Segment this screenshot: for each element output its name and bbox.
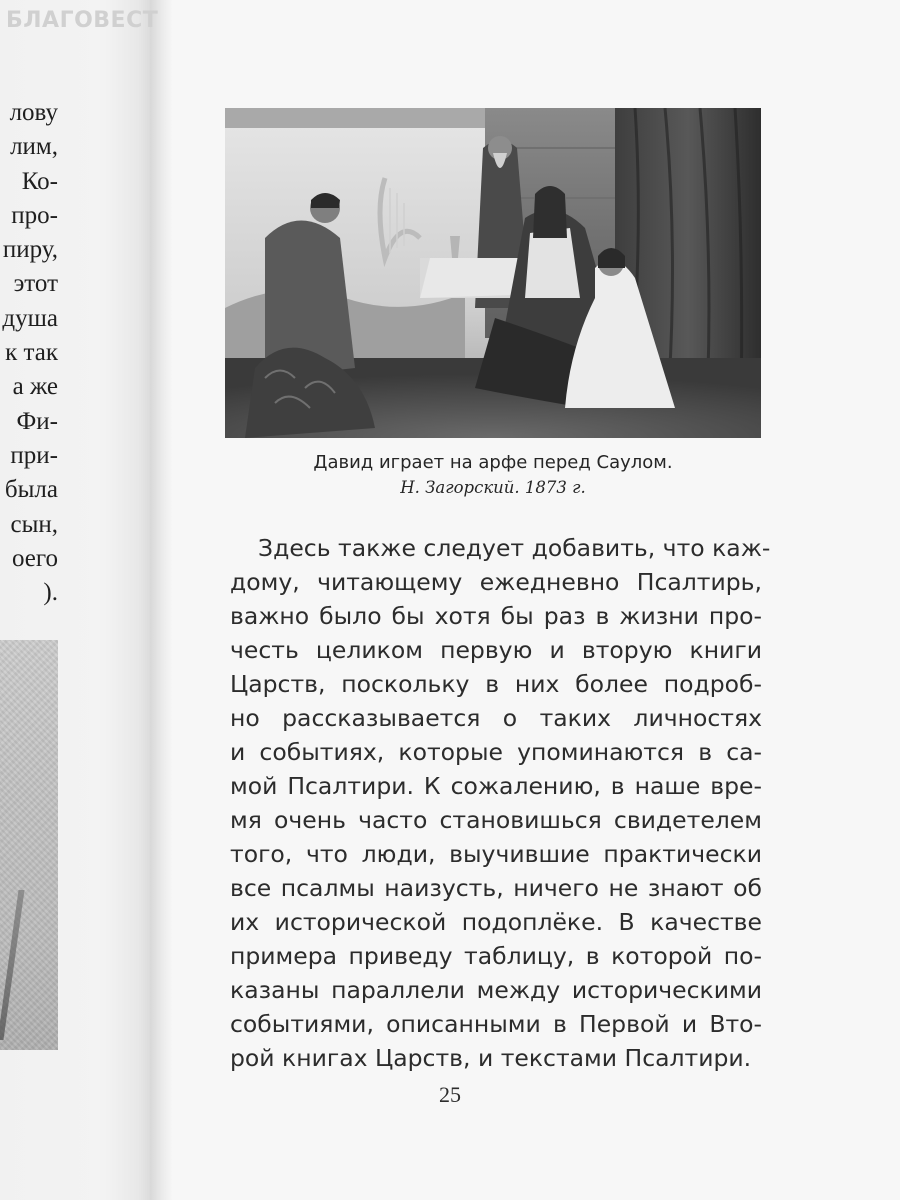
body-line: мой Псалтири. К сожалению, в наше вре-	[230, 772, 762, 800]
left-text-line: этот	[13, 270, 58, 298]
body-line: Здесь также следует добавить, что каж-	[258, 534, 771, 562]
body-line: рой книгах Царств, и текстами Псалтири.	[230, 1044, 752, 1072]
left-text-line: душа	[2, 304, 58, 332]
left-text-line: Ко-	[21, 167, 58, 195]
body-line: все псалмы наизусть, ничего не знают об	[230, 874, 762, 902]
watermark: БЛАГОВЕСТ	[6, 8, 159, 33]
left-page	[0, 0, 150, 1200]
body-paragraph	[230, 531, 771, 1075]
body-line: казаны параллели между историческими	[230, 976, 762, 1004]
left-text-line: сын,	[10, 510, 58, 538]
body-line: примера приведу таблицу, в которой по-	[230, 942, 762, 970]
body-line: но рассказывается о таких личностях	[230, 704, 762, 732]
body-line: их исторической подоплёке. В качестве	[230, 908, 762, 936]
left-text-line: про-	[11, 201, 58, 229]
left-text-line: к так	[5, 339, 58, 367]
left-text-line: пиру,	[2, 236, 58, 264]
body-line: и событиях, которые упоминаются в са-	[230, 738, 762, 766]
body-line: того, что люди, выучившие практически	[230, 840, 762, 868]
left-text-line: лову	[9, 99, 58, 126]
caption-title: Давид играет на арфе перед Саулом.	[313, 452, 673, 473]
left-text-line: была	[4, 476, 58, 504]
left-text-line: Фи-	[16, 407, 58, 435]
body-line: событиями, описанными в Первой и Вто-	[230, 1010, 762, 1038]
left-text-line: ).	[43, 579, 58, 607]
figure-caption	[225, 450, 761, 500]
left-text-line: оего	[11, 544, 58, 572]
caption-credit: Н. Загорский. 1873 г.	[400, 478, 586, 497]
left-text-line: при-	[10, 441, 58, 469]
book-gutter	[150, 0, 172, 1200]
body-line: Царств, поскольку в них более подроб-	[230, 670, 762, 698]
body-line: дому, читающему ежедневно Псалтирь,	[230, 568, 762, 596]
body-line: мя очень часто становишься свидетелем	[230, 806, 762, 834]
left-page-text	[0, 96, 58, 610]
page-number: 25	[439, 1082, 461, 1107]
left-text-line: лим,	[10, 133, 58, 161]
left-page-illustration	[0, 640, 58, 1050]
left-text-line: а же	[12, 373, 58, 401]
painting-illustration	[225, 108, 761, 438]
body-line: честь целиком первую и вторую книги	[230, 636, 762, 664]
body-line: важно было бы хотя бы раз в жизни про-	[230, 602, 762, 630]
